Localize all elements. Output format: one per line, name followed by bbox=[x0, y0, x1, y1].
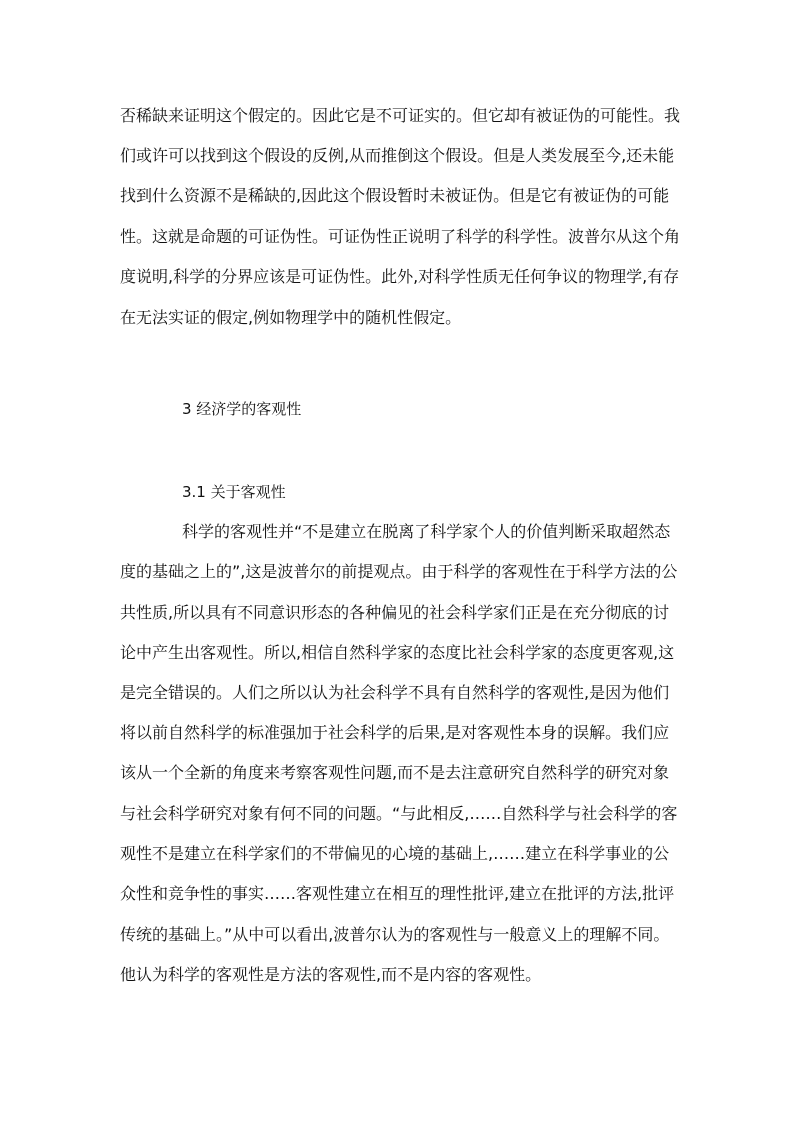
paragraph-line: 共性质,所以具有不同意识形态的各种偏见的社会科学家们正是在充分彻底的讨 bbox=[120, 603, 670, 622]
paragraph-line: 论中产生出客观性。所以,相信自然科学家的态度比社会科学家的态度更客观,这 bbox=[120, 643, 675, 662]
paragraph-line: 们或许可以找到这个假设的反例,从而推倒这个假设。但是人类发展至今,还未能 bbox=[120, 146, 675, 165]
paragraph-line: 观性不是建立在科学家们的不带偏见的心境的基础上,……建立在科学事业的公 bbox=[120, 844, 670, 863]
paragraph-line: 否稀缺来证明这个假定的。因此它是不可证实的。但它却有被证伪的可能性。我 bbox=[120, 106, 680, 125]
paragraph-line: 与社会科学研究对象有何不同的问题。“与此相反,……自然科学与社会科学的客 bbox=[120, 804, 678, 823]
paragraph-line: 传统的基础上。”从中可以看出,波普尔认为的客观性与一般意义上的理解不同。 bbox=[120, 925, 670, 944]
section-heading-3: 3 经济学的客观性 bbox=[182, 400, 302, 418]
paragraph-line: 他认为科学的客观性是方法的客观性,而不是内容的客观性。 bbox=[120, 965, 542, 984]
paragraph-line: 该从一个全新的角度来考察客观性问题,而不是去注意研究自然科学的研究对象 bbox=[120, 763, 670, 782]
paragraph-line: 在无法实证的假定,例如物理学中的随机性假定。 bbox=[120, 308, 462, 327]
paragraph-line: 性。这就是命题的可证伪性。可证伪性正说明了科学的科学性。波普尔从这个角 bbox=[120, 227, 680, 246]
paragraph-first-line: 科学的客观性并“不是建立在脱离了科学家个人的价值判断采取超然态 bbox=[182, 522, 671, 541]
paragraph-line: 度的基础之上的”,这是波普尔的前提观点。由于科学的客观性在于科学方法的公 bbox=[120, 562, 678, 581]
section-heading-3-1: 3.1 关于客观性 bbox=[182, 483, 286, 501]
paragraph-line: 度说明,科学的分界应该是可证伪性。此外,对科学性质无任何争议的物理学,有存 bbox=[120, 267, 680, 286]
paragraph-line: 找到什么资源不是稀缺的,因此这个假设暂时未被证伪。但是它有被证伪的可能 bbox=[120, 186, 670, 205]
paragraph-line: 将以前自然科学的标准强加于社会科学的后果,是对客观性本身的误解。我们应 bbox=[120, 723, 670, 742]
paragraph-line: 众性和竞争性的事实……客观性建立在相互的理性批评,建立在批评的方法,批评 bbox=[120, 884, 675, 903]
paragraph-line: 是完全错误的。人们之所以认为社会科学不具有自然科学的客观性,是因为他们 bbox=[120, 683, 670, 702]
